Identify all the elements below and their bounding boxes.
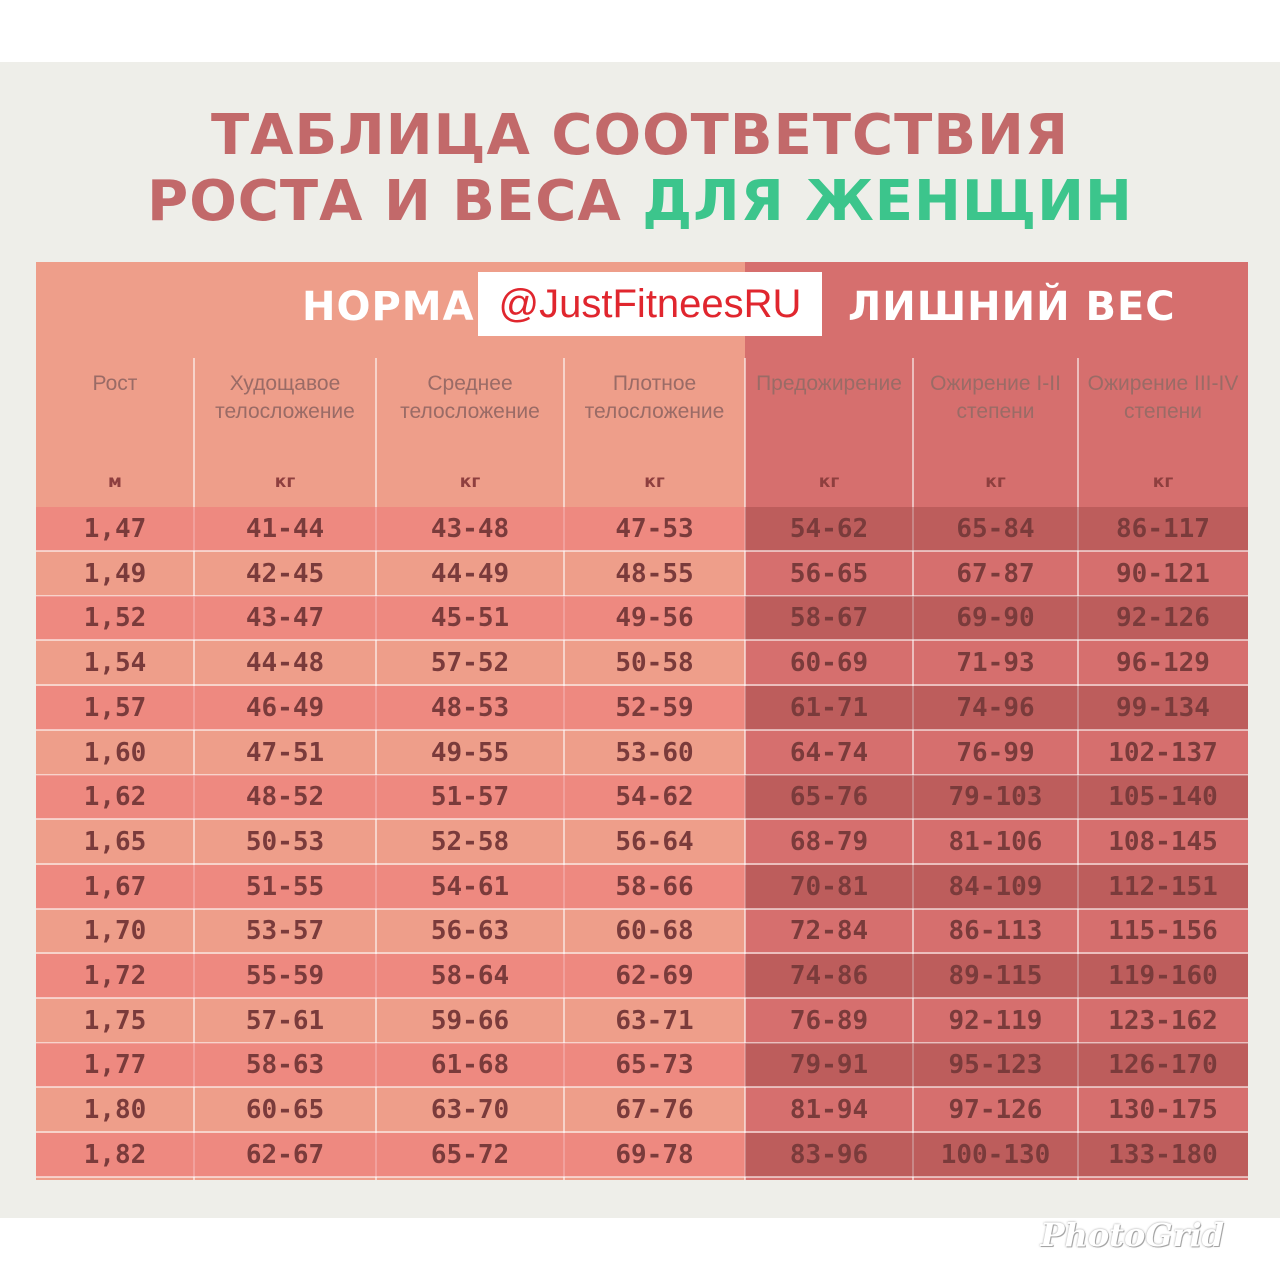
weight-range-cell: 102-137 [1108, 737, 1218, 768]
weight-range-cell: 95-123 [913, 1043, 1078, 1087]
weight-range-cell: 133-180 [1078, 1133, 1248, 1177]
weight-range-cell: 48-52 [194, 775, 376, 819]
weight-range-cell: 65-72 [376, 1133, 564, 1177]
weight-range-cell: 43-48 [376, 507, 564, 551]
weight-range-cell: 65-84 [913, 507, 1078, 551]
table-row [36, 999, 1248, 1043]
weight-range-cell: 112-151 [1078, 865, 1248, 909]
weight-range-cell: 55-59 [194, 954, 376, 998]
weight-range-cell: 96-129 [1116, 648, 1210, 679]
photogrid-watermark: PhotoGrid [1040, 1216, 1224, 1254]
weight-range-cell: 56-64 [615, 826, 694, 857]
weight-range-cell: 61-71 [745, 686, 913, 730]
weight-range-cell: 119-160 [1078, 954, 1248, 998]
weight-range-cell: 48-55 [615, 558, 694, 589]
height-cell: 1,62 [36, 775, 194, 819]
weight-range-cell: 64-74 [789, 737, 869, 768]
column-unit: кг [274, 472, 296, 492]
height-cell: 1,67 [36, 865, 194, 909]
weight-range-cell: 56-65 [789, 558, 869, 589]
weight-range-cell: 62-67 [194, 1133, 376, 1177]
title-line-2 [0, 170, 1280, 234]
table-row [36, 1043, 1248, 1087]
weight-range-cell: 58-66 [564, 865, 745, 909]
weight-range-cell: 56-63 [430, 916, 510, 947]
weight-range-cell: 76-89 [789, 1005, 869, 1036]
weight-range-cell: 76-99 [956, 737, 1035, 768]
height-cell: 1,60 [83, 737, 147, 768]
height-cell: 1,72 [36, 954, 194, 998]
weight-range-cell: 70-81 [745, 865, 913, 909]
weight-range-cell: 58-64 [376, 954, 564, 998]
weight-range-cell: 57-61 [245, 1005, 325, 1036]
weight-range-cell: 42-45 [245, 558, 325, 589]
table-row [36, 552, 1248, 596]
weight-range-cell: 99-134 [1078, 686, 1248, 730]
height-cell: 1,70 [83, 916, 147, 947]
weight-range-cell: 74-96 [913, 686, 1078, 730]
weight-range-cell: 54-62 [745, 507, 913, 551]
weight-range-cell: 46-49 [194, 686, 376, 730]
title-main: РОСТА И ВЕСА [147, 169, 622, 234]
weight-range-cell: 100-130 [913, 1133, 1078, 1177]
weight-range-cell: 86-117 [1078, 507, 1248, 551]
height-cell: 1,75 [83, 1005, 147, 1036]
weight-range-cell: 58-63 [194, 1043, 376, 1087]
height-cell: 1,57 [36, 686, 194, 730]
weight-range-cell: 97-126 [948, 1095, 1043, 1126]
table-row [36, 865, 1248, 909]
weight-range-cell: 44-48 [245, 648, 325, 679]
weight-range-cell: 81-94 [789, 1095, 869, 1126]
weight-range-cell: 63-71 [615, 1005, 694, 1036]
weight-range-cell: 69-90 [913, 596, 1078, 640]
column-header: Плотное телосложение [584, 372, 725, 423]
weight-range-cell: 108-145 [1108, 826, 1218, 857]
weight-range-cell: 65-76 [745, 775, 913, 819]
table-row [36, 507, 1248, 551]
weight-range-cell: 49-55 [430, 737, 510, 768]
height-cell: 1,65 [83, 826, 147, 857]
weight-range-cell: 60-69 [789, 648, 869, 679]
weight-range-cell: 54-62 [564, 775, 745, 819]
column-unit: кг [1152, 472, 1174, 492]
weight-range-cell: 60-65 [245, 1095, 325, 1126]
weight-range-cell: 53-60 [615, 737, 694, 768]
height-cell: 1,49 [83, 558, 147, 589]
height-cell: 1,47 [36, 507, 194, 551]
weight-range-cell: 61-68 [376, 1043, 564, 1087]
weight-range-cell: 53-57 [245, 916, 325, 947]
weight-range-cell: 44-49 [430, 558, 510, 589]
column-header: Среднее телосложение [400, 372, 540, 423]
column-header: Ожирение III-IV степени [1087, 372, 1239, 423]
band-excess-label: ЛИШНИЙ ВЕС [848, 284, 1176, 330]
weight-range-cell: 71-93 [956, 648, 1035, 679]
weight-range-cell: 81-106 [948, 826, 1043, 857]
table-row [36, 731, 1248, 775]
weight-range-cell: 123-162 [1108, 1005, 1218, 1036]
weight-range-cell: 79-103 [913, 775, 1078, 819]
weight-range-cell: 52-59 [564, 686, 745, 730]
weight-range-cell: 62-69 [564, 954, 745, 998]
weight-range-cell: 60-68 [615, 916, 694, 947]
weight-range-cell: 54-61 [376, 865, 564, 909]
row-divider [36, 1176, 1248, 1178]
table-row [36, 820, 1248, 864]
column-unit: кг [459, 472, 481, 492]
weight-range-cell: 72-84 [789, 916, 869, 947]
table-row [36, 909, 1248, 953]
weight-range-cell: 86-113 [948, 916, 1043, 947]
weight-range-cell: 89-115 [913, 954, 1078, 998]
weight-range-cell: 67-76 [615, 1095, 694, 1126]
height-cell: 1,54 [83, 648, 147, 679]
table-row [36, 596, 1248, 640]
table-row [36, 641, 1248, 685]
weight-range-cell: 92-126 [1078, 596, 1248, 640]
weight-range-cell: 50-53 [245, 826, 325, 857]
column-header: Предожирение [756, 372, 902, 395]
table-row [36, 954, 1248, 998]
height-cell: 1,80 [83, 1095, 147, 1126]
weight-range-cell: 58-67 [745, 596, 913, 640]
weight-range-cell: 90-121 [1116, 558, 1210, 589]
weight-range-cell: 84-109 [913, 865, 1078, 909]
weight-range-cell: 126-170 [1078, 1043, 1248, 1087]
weight-range-cell: 43-47 [194, 596, 376, 640]
column-unit: кг [818, 472, 840, 492]
column-unit: кг [644, 472, 665, 492]
weight-range-cell: 69-78 [564, 1133, 745, 1177]
table-row [36, 1088, 1248, 1132]
weight-range-cell: 52-58 [430, 826, 510, 857]
band-norm-label: НОРМА [302, 284, 475, 330]
weight-range-cell: 130-175 [1108, 1095, 1218, 1126]
weight-range-cell: 92-119 [948, 1005, 1043, 1036]
table-row [36, 1133, 1248, 1177]
weight-range-cell: 45-51 [376, 596, 564, 640]
watermark-label: @JustFitneesRU [478, 272, 822, 336]
height-cell: 1,82 [36, 1133, 194, 1177]
weight-range-cell: 50-58 [615, 648, 694, 679]
weight-range-cell: 79-91 [745, 1043, 913, 1087]
column-header: Худощавое телосложение [215, 372, 355, 423]
column-unit: кг [985, 472, 1006, 492]
weight-range-cell: 51-55 [194, 865, 376, 909]
weight-range-cell: 59-66 [430, 1005, 510, 1036]
weight-range-cell: 67-87 [956, 558, 1035, 589]
column-header: Рост [92, 372, 138, 395]
title-accent: ДЛЯ ЖЕНЩИН [642, 169, 1133, 234]
weight-range-cell: 51-57 [376, 775, 564, 819]
table-row [36, 686, 1248, 730]
weight-range-cell: 115-156 [1108, 916, 1218, 947]
weight-range-cell: 48-53 [376, 686, 564, 730]
column-header: Ожирение I-II степени [930, 372, 1061, 423]
weight-range-cell: 74-86 [745, 954, 913, 998]
weight-range-cell: 41-44 [194, 507, 376, 551]
weight-range-cell: 83-96 [745, 1133, 913, 1177]
column-unit: м [108, 472, 122, 492]
weight-range-cell: 68-79 [789, 826, 869, 857]
table-row [36, 775, 1248, 819]
height-cell: 1,77 [36, 1043, 194, 1087]
weight-range-cell: 49-56 [564, 596, 745, 640]
weight-range-cell: 57-52 [430, 648, 510, 679]
weight-range-cell: 105-140 [1078, 775, 1248, 819]
weight-range-cell: 47-53 [564, 507, 745, 551]
weight-range-cell: 63-70 [430, 1095, 510, 1126]
weight-range-cell: 47-51 [245, 737, 325, 768]
weight-range-cell: 65-73 [564, 1043, 745, 1087]
height-cell: 1,52 [36, 596, 194, 640]
title-line-1: ТАБЛИЦА СООТВЕТСТВИЯ [210, 103, 1069, 168]
